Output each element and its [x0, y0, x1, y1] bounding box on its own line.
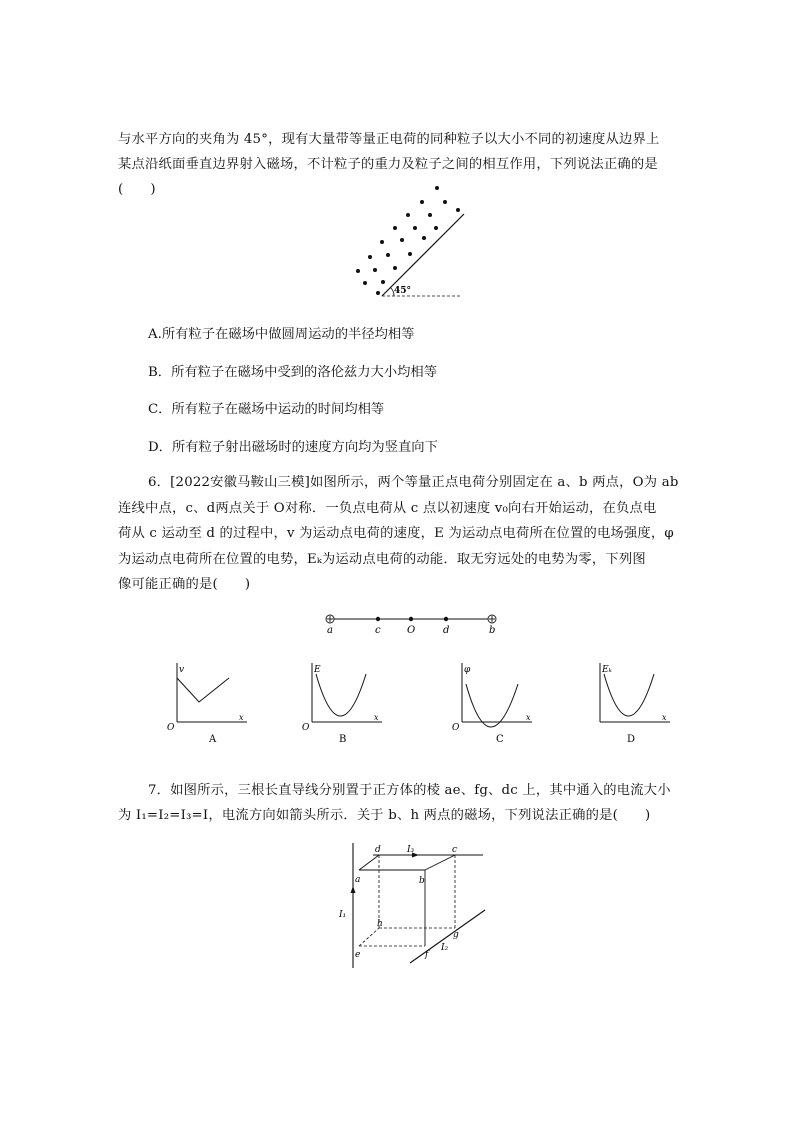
point-o [409, 617, 413, 621]
graph-a-option: A [209, 734, 217, 745]
graph-b-origin: O [302, 723, 310, 733]
label-i1: I₁ [339, 910, 347, 920]
q6-text-line-4: 为运动点电荷所在位置的电势，Eₖ为运动点电荷的动能．取无穷远处的电势为零，下列图 [118, 552, 646, 567]
label-i2: I₂ [441, 943, 449, 953]
label-d: d [375, 845, 381, 855]
graph-b-option: B [339, 734, 347, 745]
q7-text-line-1: 7．如图所示，三根长直导线分别置于正方体的棱 ae、fg、dc 上，其中通入的电流大小 [148, 783, 671, 798]
angle-label: 45° [394, 286, 412, 296]
q6-graph-a [165, 658, 255, 748]
q5-text-line-2: 某点沿纸面垂直边界射入磁场，不计粒子的重力及粒子之间的相互作用，下列说法正确的是 [118, 157, 658, 172]
graph-d-option: D [627, 734, 636, 745]
wire-i2 [410, 910, 485, 963]
graph-c-origin: O [452, 723, 460, 733]
q6-text-line-2: 连线中点，c、d两点关于 O对称．一负点电荷从 c 点以初速度 v₀向右开始运动，在负点电 [118, 501, 657, 516]
q6-text-line-5: 像可能正确的是( ) [118, 577, 251, 592]
arrow-i1 [351, 886, 356, 893]
q6-graph-b [300, 658, 390, 748]
graph-c-ylabel: φ [464, 665, 471, 675]
graph-d-xlabel: x [662, 713, 667, 722]
label-a: a [327, 625, 333, 636]
label-b: b [489, 625, 496, 636]
label-f: f [425, 950, 429, 960]
graph-a-xlabel: x [239, 713, 244, 722]
point-c [376, 617, 380, 621]
graph-a-origin: O [167, 723, 175, 733]
graph-a-ylabel: v [179, 665, 185, 675]
label-o: O [407, 625, 416, 636]
label-e: e [355, 950, 361, 960]
q5-magnetic-field-figure [350, 180, 470, 305]
q5-option-d: D．所有粒子射出磁场时的速度方向均为竖直向下 [148, 440, 438, 455]
label-i3: I₃ [407, 845, 415, 855]
graph-b-ylabel: E [314, 665, 321, 675]
q6-text-line-3: 荷从 c 运动至 d 的过程中，v 为运动点电荷的速度，E 为运动点电荷所在位置的电场强度，φ [118, 526, 674, 541]
graph-b-xlabel: x [374, 713, 379, 722]
label-h: h [377, 919, 383, 929]
q6-graph-d [590, 658, 680, 748]
q7-text-line-2: 为 I₁=I₂=I₃=I，电流方向如箭头所示．关于 b、h 两点的磁场，下列说法正确的是( ) [118, 808, 651, 823]
q5-text-line-3: ( ) [118, 182, 156, 197]
graph-d-ylabel: Eₖ [602, 665, 612, 675]
q6-graph-c [450, 658, 540, 748]
graph-c-xlabel: x [526, 713, 531, 722]
label-d: d [443, 625, 450, 636]
q5-text-line-1: 与水平方向的夹角为 45°，现有大量带等量正电荷的同种粒子以大小不同的初速度从边界上 [118, 132, 660, 147]
label-a: a [355, 875, 361, 885]
label-c: c [375, 625, 381, 636]
q6-text-line-1: 6．[2022安徽马鞍山三模]如图所示，两个等量正点电荷分别固定在 a、b 两点，O为 ab [148, 475, 679, 490]
label-g: g [453, 930, 459, 940]
q5-option-a: A.所有粒子在磁场中做圆周运动的半径均相等 [148, 327, 415, 342]
label-c: c [452, 845, 458, 855]
q7-cube-figure [335, 838, 495, 973]
graph-c-option: C [496, 734, 504, 745]
q6-charge-line-figure [320, 610, 505, 638]
field-dots [356, 186, 460, 295]
q5-option-c: C．所有粒子在磁场中运动的时间均相等 [148, 402, 385, 417]
point-d [444, 617, 448, 621]
q5-option-b: B．所有粒子在磁场中受到的洛伦兹力大小均相等 [148, 365, 438, 380]
label-b: b [419, 876, 425, 886]
